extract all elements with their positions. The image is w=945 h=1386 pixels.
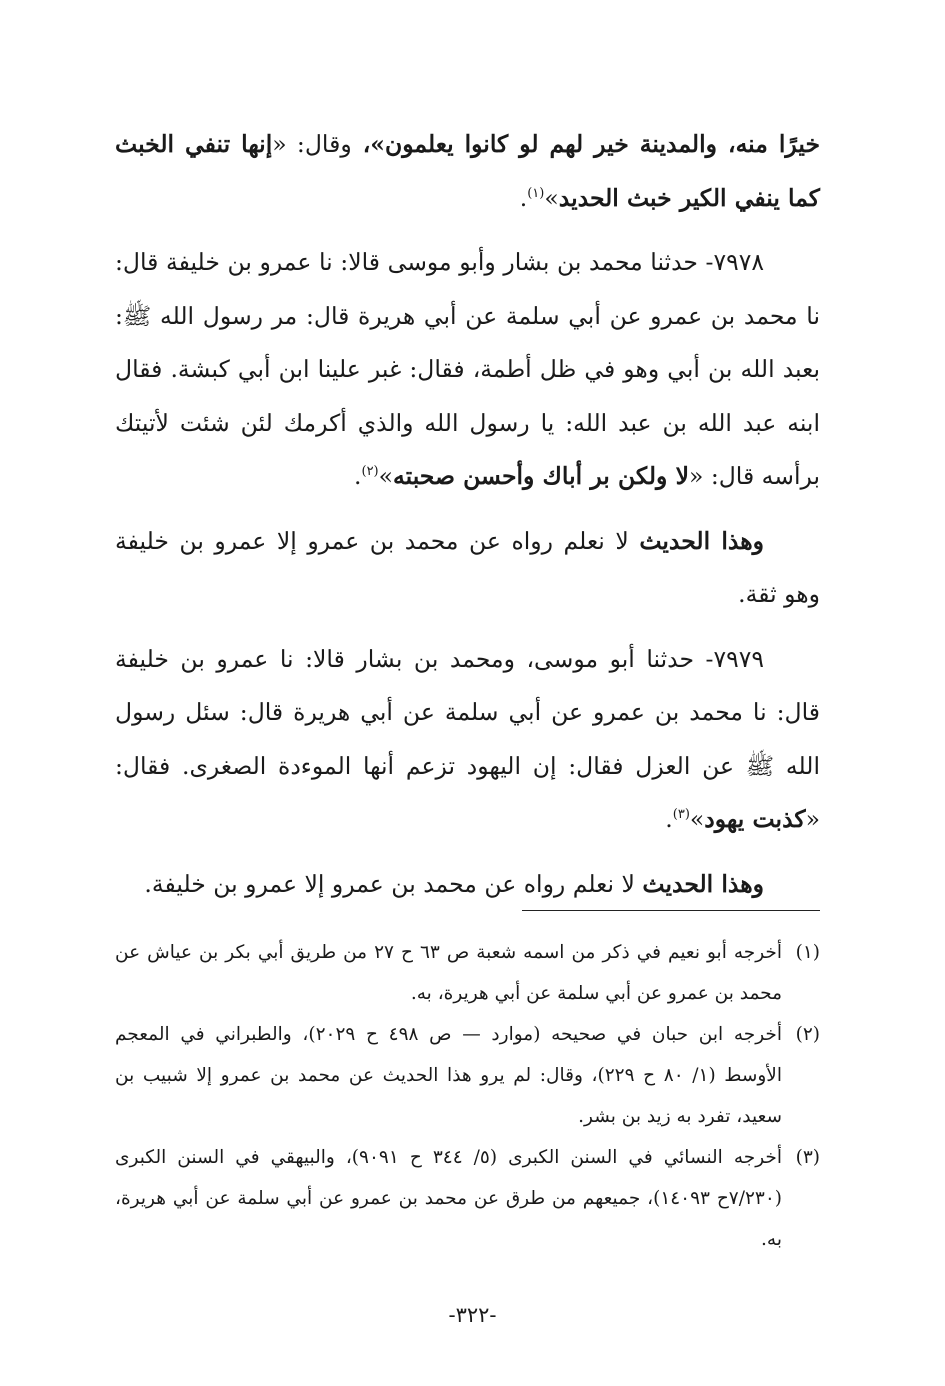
page-number: -٣٢٢- xyxy=(448,1303,497,1327)
quote-close: » xyxy=(378,462,394,490)
commentary-lead: وهذا الحديث xyxy=(642,869,764,898)
period: . xyxy=(519,183,528,212)
period: . xyxy=(354,462,362,490)
commentary-text: لا نعلم رواه عن محمد بن عمرو إلا عمرو بن خليفة. xyxy=(144,869,643,898)
footnote-ref-1[interactable]: (١) xyxy=(527,185,545,201)
footnote-number: (٢) xyxy=(795,1024,820,1045)
hadith-text: إنها تنفي الخبث كما ينفي الكير خبث الحديد xyxy=(115,130,820,212)
footnote-ref-3[interactable]: (٣) xyxy=(672,807,690,823)
footnote-2 xyxy=(115,1014,820,1137)
commentary-7978 xyxy=(115,515,820,622)
footnote-text: أخرجه أبو نعيم في ذكر من اسمه شعبة ص ٦٣ ح ٢٧ من طريق أبي بكر بن عياش عن محمد بن عمرو عن أبي سلمة عن أبي هريرة، به. xyxy=(115,942,783,1004)
hadith-text: كذبت يهود xyxy=(704,805,806,833)
main-text xyxy=(115,118,820,922)
quote-close: » xyxy=(689,805,705,833)
footnote-text: أخرجه النسائي في السنن الكبرى (٥/ ٣٤٤ ح ٩٠٩١)، والبيهقي في السنن الكبرى (٧/٢٣٠ح ١٤٠٩٣)، جميعهم من طرق عن محمد بن عمرو عن أبي سلمة عن أبي هريرة، به. xyxy=(115,1147,782,1250)
footnote-1 xyxy=(115,932,820,1014)
footnote-separator xyxy=(522,910,820,911)
commentary-lead: وهذا الحديث xyxy=(639,526,764,555)
commentary-7979 xyxy=(115,858,820,912)
footnote-number: (٣) xyxy=(795,1147,820,1168)
hadith-7978 xyxy=(115,236,820,504)
hadith-text: لا ولكن بر أباك وأحسن صحبته xyxy=(393,462,689,490)
footnote-ref-2[interactable]: (٢) xyxy=(361,464,379,480)
narration-text: وقال: « xyxy=(272,130,352,158)
period: . xyxy=(665,805,673,833)
narration-text: ٧٩٧٨- حدثنا محمد بن بشار وأبو موسى قالا: نا عمرو بن خليفة قال: نا محمد بن عمرو عن أبي سلمة عن أبي هريرة قال: مر رسول الله ﷺ: بعبد الله بن أبي وهو في ظل أطمة، فقال: غبر علينا ابن أبي كبشة. فقال ابنه عبد الله بن عبد الله: يا رسول الله والذي أكرمك لئن شئت لأتيتك برأسه قال: « xyxy=(115,248,820,490)
footnote-number: (١) xyxy=(795,942,820,963)
footnote-3 xyxy=(115,1137,820,1260)
narration-text: ٧٩٧٩- حدثنا أبو موسى، ومحمد بن بشار قالا: نا عمرو بن خليفة قال: نا محمد بن عمرو عن أبي سلمة عن أبي هريرة قال: سئل رسول الله ﷺ عن العزل فقال: إن اليهود تزعم أنها الموءدة الصغرى. فقال: « xyxy=(115,644,820,833)
footnotes xyxy=(115,932,820,1260)
quote-text: خيرًا منه، والمدينة خير لهم لو كانوا يعلمون»، xyxy=(351,130,820,158)
commentary-text: لا نعلم رواه عن محمد بن عمرو إلا عمرو بن خليفة وهو ثقة. xyxy=(115,526,820,608)
paragraph-continuation xyxy=(115,118,820,225)
quote-close: » xyxy=(544,183,559,212)
hadith-7979 xyxy=(115,633,820,847)
footnote-text: أخرجه ابن حبان في صحيحه (موارد — ص ٤٩٨ ح ٢٠٢٩)، والطبراني في المعجم الأوسط (١/ ٨٠ ح ٢٢٩)، وقال: لم يرو هذا الحديث عن محمد بن عمرو إلا شبيب بن سعيد، تفرد به زيد بن بشر. xyxy=(115,1024,783,1127)
